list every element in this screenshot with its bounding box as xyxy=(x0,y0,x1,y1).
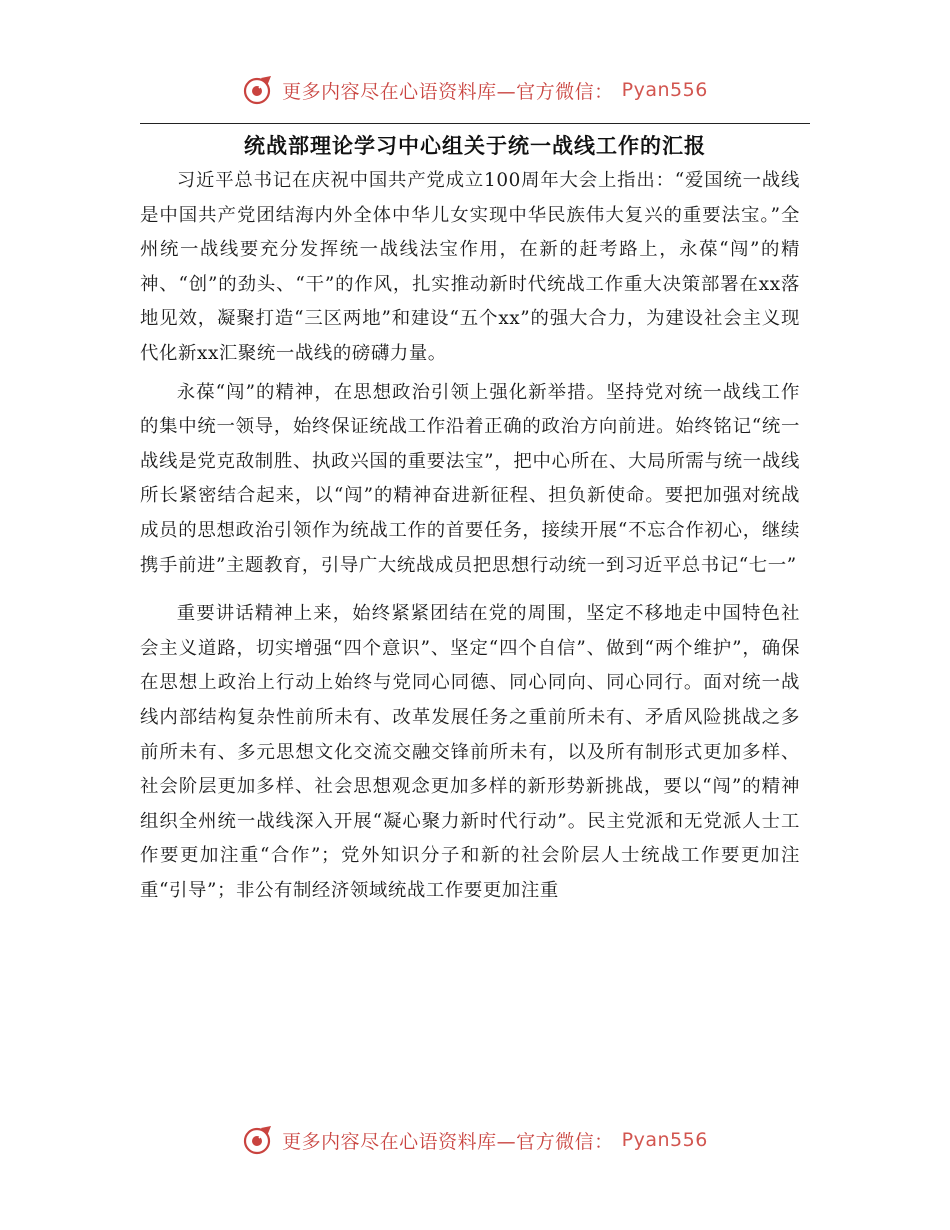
pen-logo-icon xyxy=(242,74,274,106)
footer-banner xyxy=(0,1124,950,1156)
pen-logo-icon xyxy=(242,1124,274,1156)
document-title: 统战部理论学习中心组关于统一战线工作的汇报 xyxy=(244,134,706,158)
header-banner-text: 更多内容尽在心语资料库—官方微信： xyxy=(282,80,614,103)
paragraph: 重要讲话精神上来，始终紧紧团结在党的周围，坚定不移地走中国特色社会主义道路，切实增强“四个意识”、坚定“四个自信”、做到“两个维护”，确保在思想上政治上行动上始终与党同心同德、同心同向、同心同行。面对统一战线内部结构复杂性前所未有、改革发展任务之重前所未有、矛盾风险挑战之多前所未有、多元思想文化交流交融交锋前所未有，以及所有制形式更加多样、社会阶层更加多样、社会思想观念更加多样的新形势新挑战，要以“闯”的精神组织全州统一战线深入开展“凝心聚力新时代行动”。民主党派和无党派人士工作要更加注重“合作”；党外知识分子和新的社会阶层人士统战工作要更加注重“引导”；非公有制经济领域统战工作要更加注重 xyxy=(140,603,800,901)
header-wechat-id: Pyan556 xyxy=(621,79,708,101)
document-body xyxy=(140,164,800,908)
header-banner xyxy=(0,74,950,106)
footer-banner-text: 更多内容尽在心语资料库—官方微信： xyxy=(282,1130,614,1153)
footer-wechat-id: Pyan556 xyxy=(621,1129,708,1151)
paragraph: 永葆“闯”的精神，在思想政治引领上强化新举措。坚持党对统一战线工作的集中统一领导，始终保证统战工作沿着正确的政治方向前进。始终铭记“统一战线是党克敌制胜、执政兴国的重要法宝”，把中心所在、大局所需与统一战线所长紧密结合起来，以“闯”的精神奋进新征程、担负新使命。要把加强对统战成员的思想政治引领作为统战工作的首要任务，接续开展“不忘合作初心，继续携手前进”主题教育，引导广大统战成员把思想行动统一到习近平总书记“七一” xyxy=(140,381,800,576)
paragraph: 习近平总书记在庆祝中国共产党成立100周年大会上指出：“爱国统一战线是中国共产党团结海内外全体中华儿女实现中华民族伟大复兴的重要法宝。”全州统一战线要充分发挥统一战线法宝作用，在新的赶考路上，永葆“闯”的精神、“创”的劲头、“干”的作风，扎实推动新时代统战工作重大决策部署在xx落地见效，凝聚打造“三区两地”和建设“五个xx”的强大合力，为建设社会主义现代化新xx汇聚统一战线的磅礴力量。 xyxy=(140,170,800,364)
header-divider xyxy=(140,123,810,124)
